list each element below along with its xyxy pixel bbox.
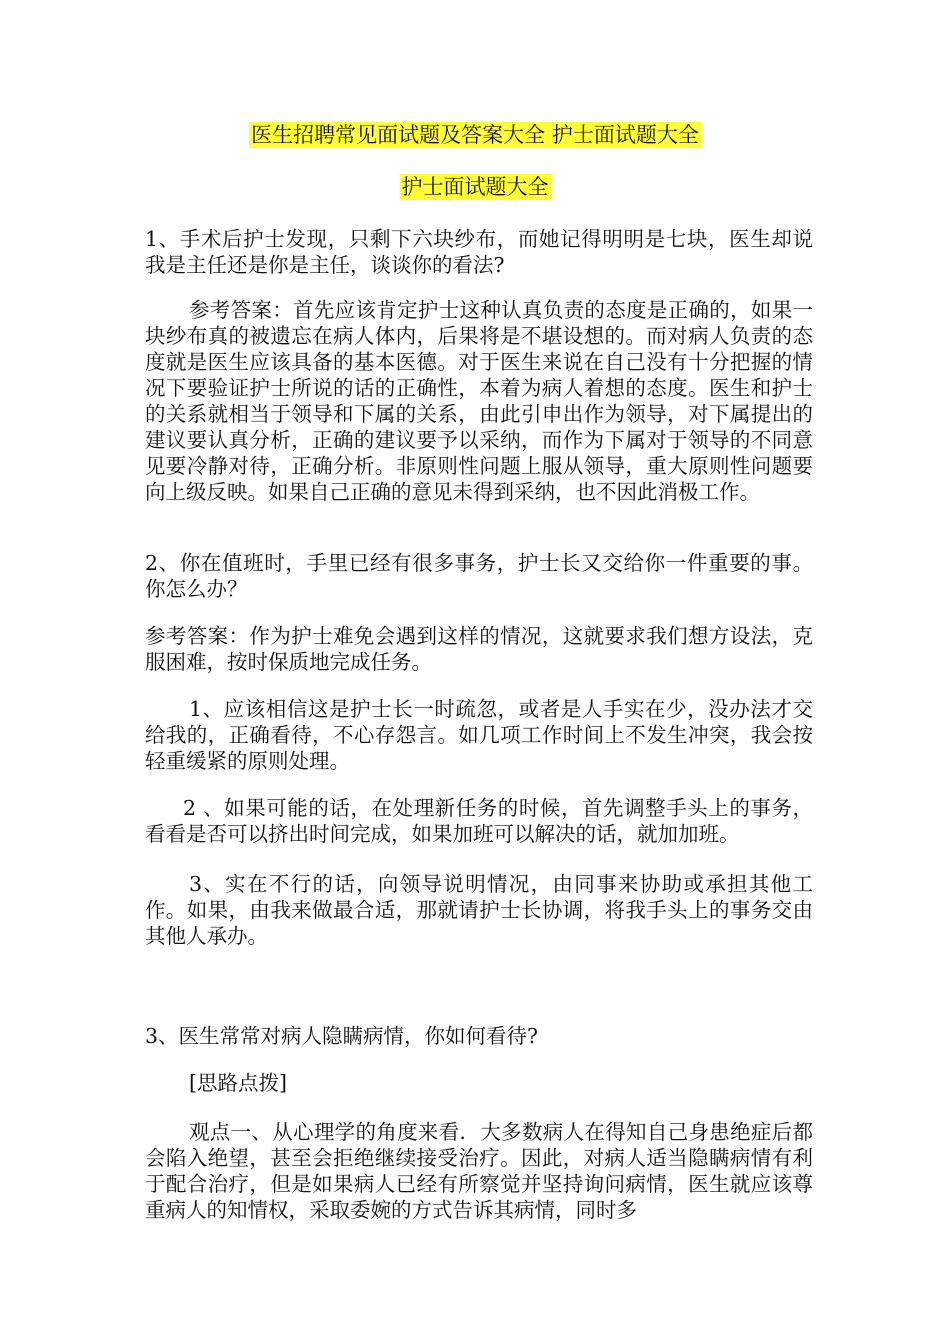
document-subtitle-text: 护士面试题大全 [401, 175, 549, 199]
viewpoint-1: 观点一、从心理学的角度来看．大多数病人在得知自己身患绝症后都会陷入绝望，甚至会拒绝继续接受治疗。因此，对病人适当隐瞒病情有利于配合治疗，但是如果病人已经有所察觉并坚持询问病情，医生就应该尊重病人的知情权，采取委婉的方式告诉其病情，同时多 [145, 1120, 813, 1222]
answer-2-point-1: 1、应该相信这是护士长一时疏忽，或者是人手实在少，没办法才交给我的，正确看待，不心存怨言。如几项工作时间上不发生冲突，我会按轻重缓紧的原则处理。 [145, 697, 813, 773]
hint-label: [思路点拨] [189, 1071, 287, 1095]
answer-2-intro: 参考答案：作为护士难免会遇到这样的情况，这就要求我们想方设法，克服困难，按时保质地完成任务。 [145, 624, 813, 674]
question-1: 1、手术后护士发现，只剩下六块纱布，而她记得明明是七块，医生却说我是主任还是你是主任，谈谈你的看法? [145, 227, 813, 277]
document-subtitle [0, 174, 950, 200]
question-2: 2、你在值班时，手里已经有很多事务，护士长又交给你一件重要的事。你怎么办？ [145, 551, 813, 601]
answer-2-point-3: 3、实在不行的话，向领导说明情况，由同事来协助或承担其他工作。如果，由我来做最合适，那就请护士长协调，将我手头上的事务交由其他人承办。 [145, 872, 813, 948]
question-3: 3、医生常常对病人隐瞒病情，你如何看待? [145, 1024, 539, 1048]
answer-2-point-2: 2 、如果可能的话，在处理新任务的时候，首先调整手头上的事务，看看是否可以挤出时间完成，如果加班可以解决的话，就加加班。 [145, 796, 813, 846]
document-title [0, 122, 950, 148]
document-title-text: 医生招聘常见面试题及答案大全 护士面试题大全 [251, 123, 699, 147]
answer-1: 参考答案：首先应该肯定护士这种认真负责的态度是正确的，如果一块纱布真的被遗忘在病人体内，后果将是不堪设想的。而对病人负责的态度就是医生应该具备的基本医德。对于医生来说在自己没有十分把握的情况下要验证护士所说的话的正确性，本着为病人着想的态度。医生和护士的关系就相当于领导和下属的关系，由此引申出作为领导，对下属提出的建议要认真分析，正确的建议要予以采纳，而作为下属对于领导的不同意见要冷静对待，正确分析。非原则性问题上服从领导，重大原则性问题要向上级反映。如果自己正确的意见未得到采纳，也不因此消极工作。 [145, 298, 813, 504]
